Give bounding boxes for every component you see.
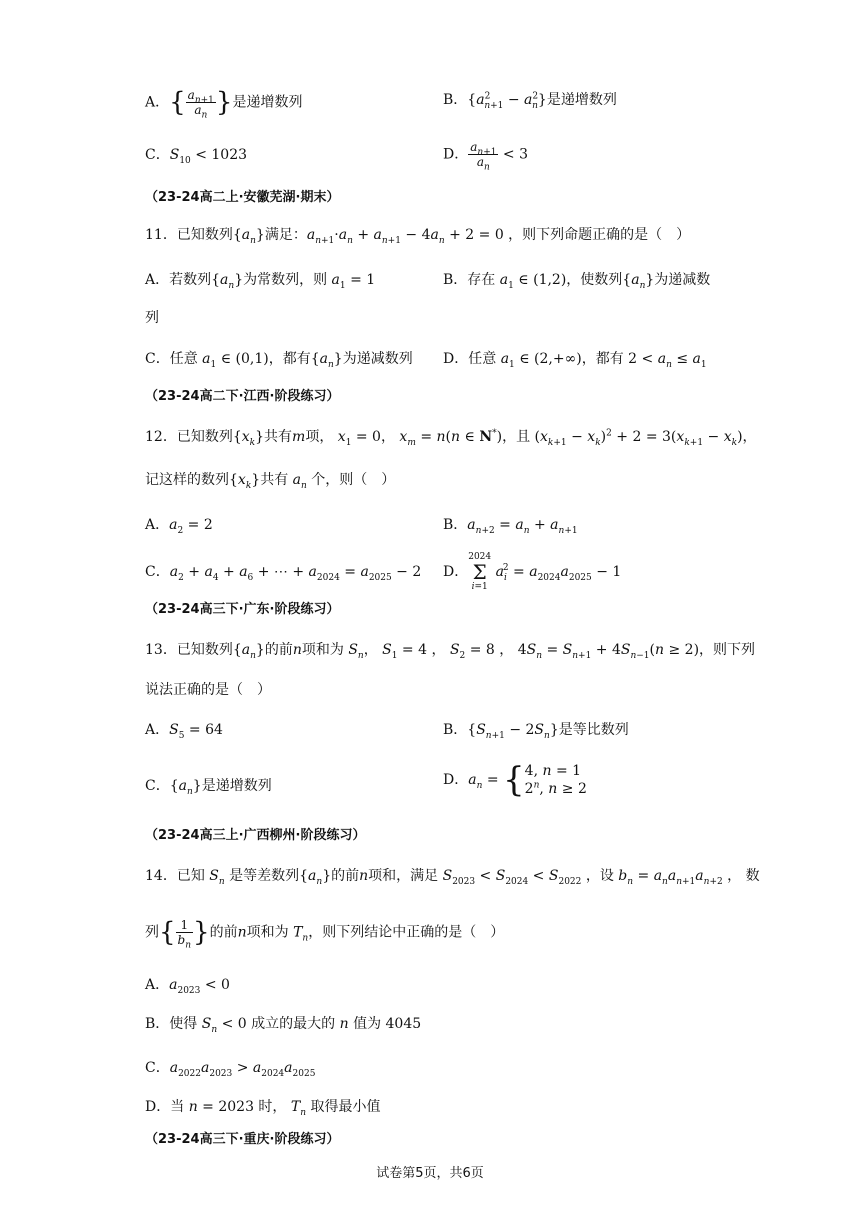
- q12-option-c: C．$a_2 + a_4 + a_6$ + ⋯ + $a_{2024} = a_{2025} - 2$: [145, 564, 422, 583]
- q15-source: （23-24高三下·重庆·阶段练习）: [145, 1132, 340, 1147]
- q12-stem-line1: 12．已知数列$\{x_k\}$共有m项， $x_1 = 0$， $x_m = n(n$ ∈ N*)，且 $(x_{k+1} - x_k)^2 + 2 = 3(x_{k+1} - x_k)$，: [145, 428, 757, 448]
- q12-option-b: B．$a_{n+2} = a_n + a_{n+1}$: [443, 517, 578, 536]
- q14-stem-line1: 14．已知 $S_n$ 是等差数列$\{a_n\}$的前n项和，满足 $S_{2023} < S_{2024} < S_{2022}$ ，设 $b_n = a_na_{n+1}a_{n+2}$ ， 数: [145, 868, 760, 887]
- q12-source: （23-24高二下·江西·阶段练习）: [145, 389, 340, 404]
- q13-option-b: B．$\{S_{n+1} - 2S_n\}$是等比数列: [443, 722, 629, 741]
- q10-option-a: A．{ $\frac{a_{n+1}}{a_n}$ }是递增数列: [145, 87, 303, 121]
- q11-option-a: A．若数列$\{a_n\}$为常数列，则 $a_1 = 1$: [145, 272, 376, 291]
- q13-option-a: A．$S_5 = 64$: [145, 722, 223, 741]
- q14-option-a: A．$a_{2023} < 0$: [145, 977, 230, 996]
- q14-option-c: C．$a_{2022}a_{2023} > a_{2024}a_{2025}$: [145, 1060, 316, 1079]
- q10-option-d: D． $\frac{a_{n+1}}{a_n}$ < 3: [443, 140, 529, 173]
- q13-stem-line1: 13．已知数列$\{a_n\}$的前n项和为 $S_n$， $S_1 = 4$ ， $S_2 = 8$ ， $4S_n = S_{n+1} + 4S_{n-1}(n \ge 2)$，则下列: [145, 642, 756, 661]
- q10-option-b: B．$\{a^2_{n+1} - a^2_n\}$是递增数列: [443, 91, 617, 111]
- q12-option-d: D． 2024 Σ i=1 $a_i^2 = a_{2024}a_{2025} - 1$: [443, 552, 622, 592]
- page-footer: 试卷第5页，共6页: [376, 1166, 484, 1181]
- q11-source: （23-24高二上·安徽芜湖·期末）: [145, 190, 340, 205]
- q14-stem-line2: 列{ $\frac{1}{b_n}$ }的前n项和为 $T_n$，则下列结论中正确的是（ ）: [145, 917, 505, 951]
- q13-option-d: D．$a_n = \{4$, n = 1 2$^n$, n ≥ 2: [443, 760, 587, 800]
- q12-stem-line2: 记这样的数列$\{x_k\}$共有 $a_n$ 个，则（ ）: [145, 472, 396, 491]
- q12-option-a: A．$a_2 = 2$: [145, 517, 213, 536]
- q13-option-c: C．$\{a_n\}$是递增数列: [145, 778, 272, 797]
- q11-option-b-cont: 列: [145, 310, 159, 326]
- q11-option-c: C．任意 $a_1$ ∈ (0,1)，都有$\{a_n\}$为递减数列: [145, 351, 413, 370]
- q13-source: （23-24高三下·广东·阶段练习）: [145, 602, 340, 617]
- q11-option-d: D．任意 $a_1$ ∈ (2,+∞)，都有 $2 < a_n \le a_1$: [443, 351, 707, 370]
- q11-option-b: B．存在 $a_1$ ∈ (1,2)，使数列$\{a_n\}$为递减数: [443, 272, 711, 291]
- q11-stem: 11．已知数列$\{a_n\}$满足：$a_{n+1}\cdot a_n + a_{n+1} - 4a_n + 2 = 0$ ，则下列命题正确的是（ ）: [145, 227, 691, 246]
- q14-option-b: B．使得 $S_n < 0$ 成立的最大的 n 值为 4045: [145, 1016, 422, 1035]
- q13-stem-line2: 说法正确的是（ ）: [145, 682, 271, 698]
- q14-option-d: D．当 n = 2023 时， $T_n$ 取得最小值: [145, 1099, 381, 1118]
- q14-source: （23-24高三上·广西柳州·阶段练习）: [145, 828, 366, 843]
- q10-option-c: C．$S_{10} < 1023$: [145, 147, 248, 166]
